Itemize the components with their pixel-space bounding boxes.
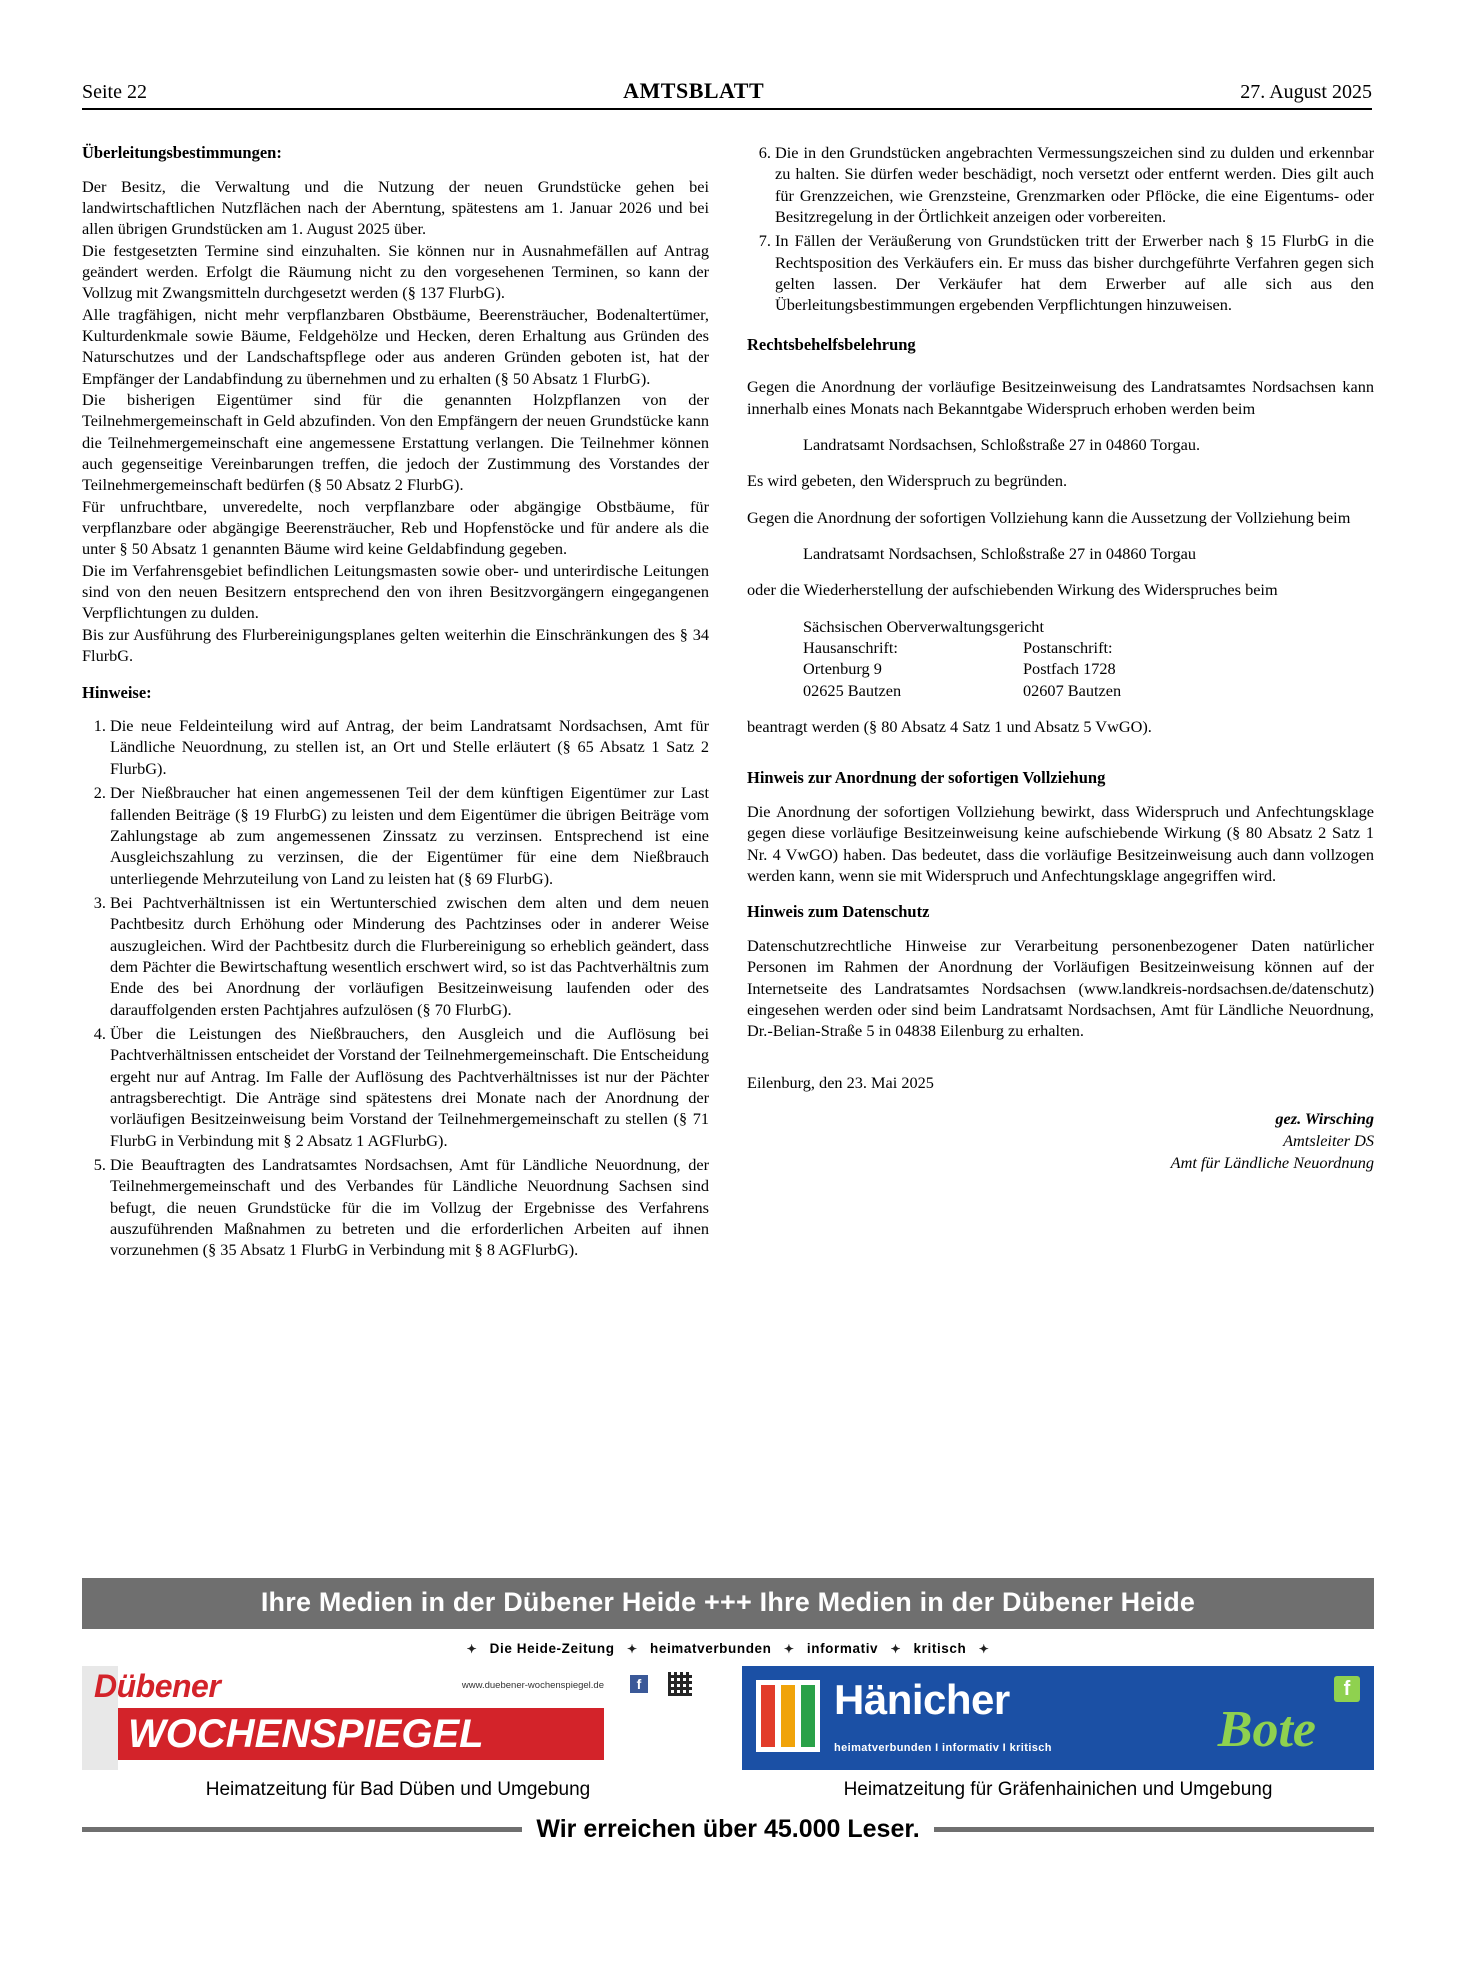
court-street-hausanschrift: Ortenburg 9 <box>803 659 882 679</box>
ad-cards-row <box>82 1666 1374 1801</box>
qr-code-icon <box>668 1672 692 1696</box>
list-item: Bei Pachtverhältnissen ist ein Wertunterschied zwischen dem alten und dem neuen Pachtbesitz durch Erhöhung oder Minderung des Pachtzinses oder in anderer Weise auszugleichen. Wird der Pachtbesitz durch die Flurbereinigung so erheblich geändert, dass dem Pächter die Bewirtschaftung wesentlich erschwert wird, so ist das Pachtverhältnis zum Ende des bei Anordnung der vorläufigen Besitzeinweisung laufenden oder des darauffolgenden ersten Pachtjahres aufzulösen (§ 70 FlurbG). <box>110 892 709 1019</box>
wochenspiegel-title-bottom: WOCHENSPIEGEL <box>118 1708 604 1760</box>
haenicher-bote-logo[interactable] <box>742 1666 1374 1770</box>
court-street-postanschrift: Postfach 1728 <box>1023 659 1116 679</box>
address-landratsamt-2: Landratsamt Nordsachsen, Schloßstraße 27 in 04860 Torgau <box>803 544 1196 564</box>
paragraph-obstbaeume: Alle tragfähigen, nicht mehr verpflanzbaren Obstbäume, Beerensträucher, Bodenaltertümer, Kulturdenkmale sowie Bäume, Feldgehölze und Hecken, deren Erhaltung aus Gründen des Naturschutzes und der Landschaftspflege oder aus anderen Gründen geboten ist, hat der Empfänger der Landabfindung zu übernehmen und zu erhalten (§ 50 Absatz 1 FlurbG). <box>82 304 709 388</box>
heading-rechtsbehelfsbelehrung: Rechtsbehelfsbelehrung <box>747 334 916 354</box>
signature-office: Amt für Ländliche Neuordnung <box>1170 1153 1374 1173</box>
wochenspiegel-url[interactable]: www.duebener-wochenspiegel.de <box>461 1680 604 1691</box>
footer-rule-left <box>82 1827 522 1832</box>
paragraph-begruenden: Es wird gebeten, den Widerspruch zu begründen. <box>747 471 1068 491</box>
list-item: Die in den Grundstücken angebrachten Vermessungszeichen sind zu dulden und erkennbar zu halten. Sie dürfen weder beschädigt, noch versetzt oder entfernt werden. Dies gilt auch für Grenzzeichen, wie Grenzsteine, Grenzmarken oder Pflöcke, die eine Eigentums- oder Besitzregelung in der Örtlichkeit anzeigen oder vorbereiten. <box>775 143 1374 227</box>
paragraph-datenschutz: Datenschutzrechtliche Hinweise zur Verarbeitung personenbezogener Daten natürlicher Personen im Rahmen der Anordnung der Vorläufigen Besitzeinweisung können auf der Internetseite des Landratsamtes Nordsachsen (www.landkreis-nordsachsen.de/datenschutz) eingesehen werden oder sind beim Landratsamt Nordsachsen, Amt für Ländliche Neuordnung, Dr.-Belian-Straße 5 in 04838 Eilenburg zu erhalten. <box>747 936 1374 1041</box>
ad-card-haenicher-bote[interactable] <box>742 1666 1374 1801</box>
publication-title: AMTSBLATT <box>623 78 765 103</box>
article-columns <box>82 142 1374 1264</box>
diamond-icon: ✦ <box>466 1642 478 1656</box>
ad-footer-row <box>82 1815 1374 1844</box>
tagline-item-4: kritisch <box>913 1641 967 1656</box>
diamond-icon: ✦ <box>626 1642 638 1656</box>
publication-date: 27. August 2025 <box>1240 81 1372 103</box>
paragraph-aussetzung: Gegen die Anordnung der sofortigen Vollziehung kann die Aussetzung der Vollziehung beim <box>747 507 1351 527</box>
left-column <box>82 142 709 1264</box>
list-item: Die neue Feldeinteilung wird auf Antrag, der beim Landratsamt Nordsachsen, Amt für Ländliche Neuordnung, zu stellen ist, an Ort und Stelle erläutert (§ 65 Absatz 1 Satz 2 FlurbG). <box>110 716 709 778</box>
paragraph-beantragt: beantragt werden (§ 80 Absatz 4 Satz 1 und Absatz 5 VwGO). <box>747 717 1152 737</box>
list-item: Über die Leistungen des Nießbrauchers, den Ausgleich und die Auflösung bei Pachtverhältnissen entscheidet der Vorstand der Teilnehmergemeinschaft. Die Entscheidung ergeht nur auf Antrag. Im Falle der Auflösung des Pachtverhältnisses ist nur der Pächter antragsberechtigt. Die Anträge sind spätestens drei Monate nach der Anordnung der vorläufigen Besitzeinweisung beim Vorstand der Teilnehmergemeinschaft zu stellen (§ 71 FlurbG in Verbindung mit § 2 Absatz 1 AGFlurbG). <box>110 1023 709 1150</box>
paragraph-eigentuemer: Die bisherigen Eigentümer sind für die genannten Holzpflanzen von der Teilnehmergemeinschaft in Geld abzufinden. Von den Empfängern der neuen Grundstücke kann die Teilnehmergemeinschaft eine angemessene Erstattung verlangen. Die Teilnehmer können auch gegenseitige Vereinbarungen treffen, die jedoch der Zustimmung des Vorstandes der Teilnehmergemeinschaft bedürfen (§ 50 Absatz 2 FlurbG). <box>82 390 709 495</box>
page-masthead <box>82 78 1372 104</box>
court-address-block <box>747 616 1374 701</box>
diamond-icon: ✦ <box>978 1642 990 1656</box>
haenicher-title: Hänicher <box>834 1676 1010 1723</box>
court-label-postanschrift: Postanschrift: <box>1023 638 1113 658</box>
court-name: Sächsischen Oberverwaltungsgericht <box>803 616 1044 636</box>
paragraph-flurbereinigungsplan: Bis zur Ausführung des Flurbereinigungsplanes gelten weiterhin die Einschränkungen des § 34 FlurbG. <box>82 624 709 666</box>
facebook-icon[interactable]: f <box>630 1675 648 1693</box>
diamond-icon: ✦ <box>890 1642 902 1656</box>
heading-ueberleitungsbestimmungen: Überleitungsbestimmungen: <box>82 143 282 162</box>
paragraph-besitz: Der Besitz, die Verwaltung und die Nutzung der neuen Grundstücke gehen bei landwirtschaftlichen Nutzflächen nach der Aberntung, spätestens am 1. Januar 2026 und bei allen übrigen Grundstücken am 1. August 2025 über. <box>82 176 709 239</box>
hinweise-list-continued <box>747 142 1374 316</box>
court-city-postanschrift: 02607 Bautzen <box>1023 680 1122 700</box>
paragraph-vollziehung: Die Anordnung der sofortigen Vollziehung bewirkt, dass Widerspruch und Anfechtungsklage gegen diese vorläufige Besitzeinweisung keine aufschiebende Wirkung (§ 80 Absatz 2 Satz 1 Nr. 4 VwGO) haben. Das bedeutet, dass die vorläufige Besitzeinweisung auch dann vollzogen werden kann, wenn sie mit Widerspruch und Anfechtungsklage angegriffen wird. <box>747 802 1374 886</box>
list-item: In Fällen der Veräußerung von Grundstücken tritt der Erwerber nach § 15 FlurbG in die Rechtsposition des Verkäufers ein. Er muss das bisher durchgeführte Verfahren gegen sich gelten lassen. Der Verkäufer hat dem Erwerber auf alle sich aus den Überleitungsbestimmungen ergebenden Verpflichtungen hinzuweisen. <box>775 231 1374 315</box>
haenicher-subtitle: heimatverbunden I informativ I kritisch <box>834 1742 1052 1754</box>
address-landratsamt-1: Landratsamt Nordsachsen, Schloßstraße 27 in 04860 Torgau. <box>803 435 1201 455</box>
right-column <box>747 142 1374 1264</box>
signature-block <box>747 1108 1374 1174</box>
ad-card-wochenspiegel[interactable] <box>82 1666 714 1801</box>
paragraph-wiederherstellung: oder die Wiederherstellung der aufschiebenden Wirkung des Widerspruches beim <box>747 580 1278 600</box>
footer-rule-right <box>934 1827 1374 1832</box>
heading-sofortige-vollziehung: Hinweis zur Anordnung der sofortigen Vollziehung <box>747 768 1106 788</box>
hinweise-list <box>82 715 709 1261</box>
facebook-icon[interactable]: f <box>1334 1676 1360 1702</box>
advertisement-block <box>82 1578 1374 1844</box>
haenicher-title-script: Bote <box>1217 1701 1316 1758</box>
heading-hinweise: Hinweise: <box>82 682 152 702</box>
wochenspiegel-title-top: Dübener <box>94 1668 221 1704</box>
books-icon <box>756 1680 820 1752</box>
wochenspiegel-caption: Heimatzeitung für Bad Düben und Umgebung <box>205 1779 591 1800</box>
heading-datenschutz: Hinweis zum Datenschutz <box>747 902 930 922</box>
paragraph-leitungen: Die im Verfahrensgebiet befindlichen Leitungsmasten sowie ober- und unterirdische Leitungen sind von den neuen Besitzern entsprechend den von ihren Besitzvorgängern eingegangenen Verpflichtungen zu dulden. <box>82 560 709 623</box>
header-divider <box>82 108 1372 110</box>
ad-banner-headline: Ihre Medien in der Dübener Heide +++ Ihre Medien in der Dübener Heide <box>82 1578 1374 1629</box>
place-and-date: Eilenburg, den 23. Mai 2025 <box>747 1072 934 1092</box>
list-item: Die Beauftragten des Landratsamtes Nordsachsen, Amt für Ländliche Neuordnung, der Teilnehmergemeinschaft und des Verbandes für Ländliche Neuordnung Sachsen sind befugt, die neuen Grundstücke für die im Vollzug der Ergebnisse des Verfahrens auszuführenden Maßnahmen zu betreten und die erforderlichen Arbeiten auf ihnen vorzunehmen (§ 35 Absatz 1 FlurbG in Verbindung mit § 8 AGFlurbG). <box>110 1155 709 1260</box>
paragraph-termine: Die festgesetzten Termine sind einzuhalten. Sie können nur in Ausnahmefällen auf Antrag geändert werden. Erfolgt die Räumung nicht zu den vorgesehenen Terminen, so kann der Vollzug mit Zwangsmitteln durchgesetzt werden (§ 137 FlurbG). <box>82 240 709 303</box>
paragraph-geldabfindung: Für unfruchtbare, unveredelte, noch verpflanzbare oder abgängige Obstbäume, für verpflanzbare oder abgängige Beerensträucher, Reb und Hopfenstöcke und für andere als die unter § 50 Absatz 1 genannten Bäume wird keine Geldabfindung gegeben. <box>82 496 709 559</box>
signature-name: gez. Wirsching <box>1275 1109 1374 1129</box>
tagline-item-1: Die Heide-Zeitung <box>489 1641 615 1656</box>
signature-role: Amtsleiter DS <box>1283 1131 1374 1151</box>
haenicher-caption: Heimatzeitung für Gräfenhainichen und Umgebung <box>843 1779 1273 1800</box>
tagline-item-3: informativ <box>806 1641 879 1656</box>
ad-footer-text: Wir erreichen über 45.000 Leser. <box>536 1815 920 1843</box>
court-label-hausanschrift: Hausanschrift: <box>803 638 898 658</box>
wochenspiegel-logo[interactable] <box>82 1666 714 1770</box>
ad-tagline-row <box>82 1641 1374 1656</box>
list-item: Der Nießbraucher hat einen angemessenen Teil der dem künftigen Eigentümer zur Last fallenden Beiträge (§ 19 FlurbG) zu leisten und dem Eigentümer die übrigen Beiträge vom Zahlungstage ab zum angemessenen Zinssatz zu verzinsen. Entsprechend ist eine Ausgleichszahlung zu verzinsen, die der Eigentümer für eine dem Nießbrauch unterliegende Mehrzuteilung von Land zu leisten hat (§ 69 FlurbG). <box>110 783 709 888</box>
page-number: Seite 22 <box>82 81 147 103</box>
paragraph-widerspruch: Gegen die Anordnung der vorläufige Besitzeinweisung des Landratsamtes Nordsachsen kann innerhalb eines Monats nach Bekanntgabe Widerspruch erhoben werden beim <box>747 377 1374 418</box>
tagline-item-2: heimatverbunden <box>649 1641 772 1656</box>
diamond-icon: ✦ <box>783 1642 795 1656</box>
court-city-hausanschrift: 02625 Bautzen <box>803 680 902 700</box>
